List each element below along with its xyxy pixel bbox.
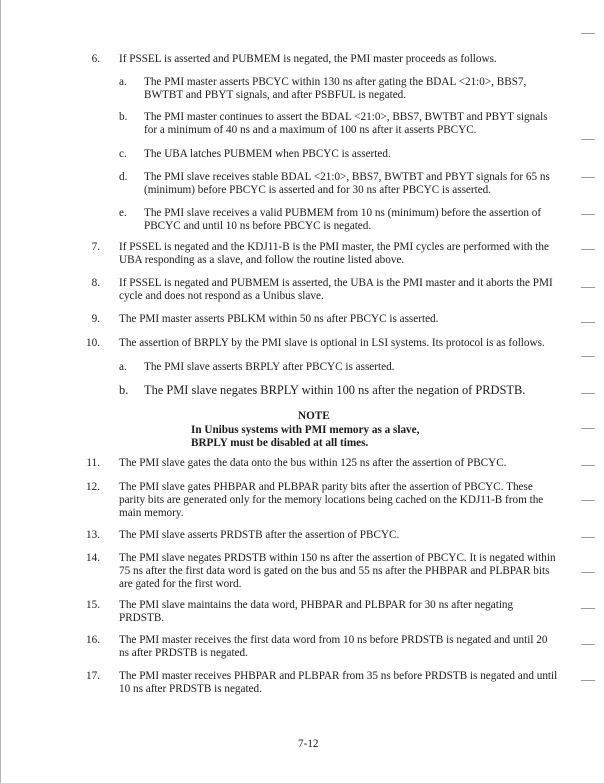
list-item-text: The PMI master asserts PBLKM within 50 ns after PBCYC is asserted. <box>119 313 439 325</box>
subitem-letter: e. <box>119 207 127 219</box>
subitem-letter: c. <box>119 148 127 160</box>
margin-mark <box>581 177 595 178</box>
subitem-text: The PMI slave asserts BRPLY after PBCYC is asserted. <box>144 361 395 373</box>
list-item-text: If PSSEL is negated and the KDJ11-B is the PMI master, the PMI cycles are performed with the UBA responding as a slave, and follow the routine listed above. <box>119 241 549 266</box>
subitem-letter: a. <box>119 361 127 373</box>
margin-mark <box>581 322 595 323</box>
subitem-letter: a. <box>119 76 127 88</box>
scan-edge <box>0 0 1 783</box>
margin-mark <box>581 139 595 140</box>
list-item-text: If PSSEL is asserted and PUBMEM is negated, the PMI master proceeds as follows. <box>119 53 497 65</box>
subitem-text: The PMI master continues to assert the BDAL <21:0>, BBS7, BWTBT and PBYT signals for a minimum of 40 ns and a maximum of 100 ns after it asserts PBCYC. <box>144 111 548 136</box>
item-number: 15. <box>86 599 100 611</box>
margin-mark <box>581 214 595 215</box>
list-item-text: The PMI master receives PHBPAR and PLBPAR from 35 ns before PRDSTB is negated and until 10 ns after PRDSTB is negated. <box>119 670 558 695</box>
item-number: 11. <box>86 457 100 469</box>
margin-mark <box>581 249 595 250</box>
item-number: 12. <box>86 481 100 493</box>
note-body: In Unibus systems with PMI memory as a slave, BRPLY must be disabled at all times. <box>191 424 420 449</box>
item-number: 9. <box>91 313 100 325</box>
item-number: 13. <box>86 529 100 541</box>
subitem-text: The PMI slave receives stable BDAL <21:0>, BBS7, BWTBT and PBYT signals for 65 ns (minimum) before PBCYC is asserted and for 30 ns after PBCYC is asserted. <box>144 171 550 196</box>
subitem-letter: d. <box>119 171 128 183</box>
subitem-text: The PMI slave receives a valid PUBMEM from 10 ns (minimum) before the assertion of PBCYC and until 10 ns before PBCYC is negated. <box>144 207 542 232</box>
item-number: 17. <box>86 670 100 682</box>
list-item-text: If PSSEL is negated and PUBMEM is asserted, the UBA is the PMI master and it aborts the PMI cycle and does not respond as a Unibus slave. <box>119 277 553 302</box>
margin-mark <box>581 393 595 394</box>
list-item-text: The PMI slave negates PRDSTB within 150 ns after the assertion of PBCYC. It is negated within 75 ns after the first data word is gated on the bus and 55 ns after the PHBPAR and PLBPAR bits are gated for the first word. <box>119 552 556 590</box>
subitem-text: The UBA latches PUBMEM when PBCYC is asserted. <box>144 148 391 160</box>
item-number: 10. <box>86 337 100 349</box>
margin-mark <box>581 33 595 34</box>
margin-mark <box>581 572 595 573</box>
item-number: 16. <box>86 634 100 646</box>
item-number: 6. <box>91 53 100 65</box>
list-item-text: The PMI slave gates PHBPAR and PLBPAR parity bits after the assertion of PBCYC. These parity bits are generated only for the memory locations being cached on the KDJ11-B from the main memory. <box>119 481 544 519</box>
list-item-text: The PMI slave maintains the data word, PHBPAR and PLBPAR for 30 ns after negating PRDSTB. <box>119 599 514 624</box>
item-number: 8. <box>91 277 100 289</box>
subitem-text: The PMI master asserts PBCYC within 130 ns after gating the BDAL <21:0>, BBS7, BWTBT and PBYT signals, and after PSBFUL is negated. <box>144 76 527 101</box>
page-number: 7-12 <box>298 738 319 750</box>
margin-mark <box>581 680 595 681</box>
margin-mark <box>581 608 595 609</box>
item-number: 7. <box>91 241 100 253</box>
subitem-letter: b. <box>119 111 128 123</box>
list-item-text: The PMI slave asserts PRDSTB after the assertion of PBCYC. <box>119 529 400 541</box>
list-item-text: The PMI master receives the first data word from 10 ns before PRDSTB is negated and until 20 ns after PRDSTB is negated. <box>119 634 548 659</box>
subitem-letter: b. <box>119 383 129 397</box>
margin-mark <box>581 465 595 466</box>
margin-mark <box>581 287 595 288</box>
margin-mark <box>581 500 595 501</box>
note-title: NOTE <box>298 410 330 422</box>
margin-mark <box>581 644 595 645</box>
margin-mark <box>581 537 595 538</box>
list-item-text: The PMI slave gates the data onto the bus within 125 ns after the assertion of PBCYC. <box>119 457 507 469</box>
item-number: 14. <box>86 552 100 564</box>
subitem-text: The PMI slave negates BRPLY within 100 ns after the negation of PRDSTB. <box>144 383 526 397</box>
margin-mark <box>581 356 595 357</box>
list-item-text: The assertion of BRPLY by the PMI slave is optional in LSI systems. Its protocol is as follows. <box>119 337 545 349</box>
margin-mark <box>581 428 595 429</box>
